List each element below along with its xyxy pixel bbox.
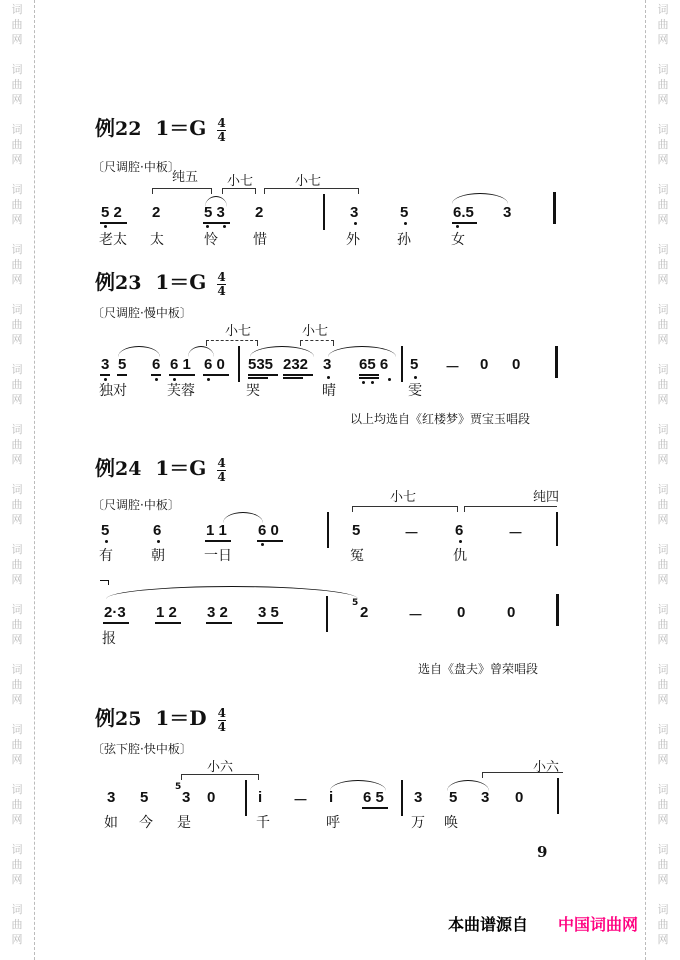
note: 3 xyxy=(323,356,332,373)
note: 0 xyxy=(515,789,524,806)
note: 6 5 xyxy=(363,789,384,806)
watermark-text: 词 曲 网 xyxy=(11,663,23,706)
lyric: 是 xyxy=(177,815,191,831)
watermark-text: 词 曲 网 xyxy=(11,603,23,646)
watermark-text: 词 曲 网 xyxy=(657,603,669,646)
watermark-text: 词 曲 网 xyxy=(657,843,669,886)
interval-label: 小七 xyxy=(390,490,417,505)
lyric: 万 xyxy=(411,815,425,831)
underline xyxy=(359,377,379,379)
low-octave-dot xyxy=(354,222,357,225)
lyric: 外 xyxy=(346,232,360,248)
grace-note: 5 xyxy=(352,598,359,608)
interval-bracket xyxy=(206,340,258,346)
example-22-title: 例22 1＝G $\frac{4}{4}$ xyxy=(95,115,226,144)
lyric: 独对 xyxy=(99,383,127,399)
grace-note: 5 xyxy=(175,782,182,792)
lyric: 仇 xyxy=(453,548,467,564)
watermark-text: 词 曲 网 xyxy=(657,183,669,226)
note: i xyxy=(258,789,263,806)
lyric: 哭 xyxy=(246,383,260,399)
note: 0 xyxy=(457,604,466,621)
barline xyxy=(245,780,247,816)
underline xyxy=(117,374,127,376)
source-note: 以上均选自《红楼梦》贾宝玉唱段 xyxy=(350,412,531,426)
lyric: 有 xyxy=(99,548,113,564)
left-watermark-margin xyxy=(0,0,35,960)
watermark-text: 词 曲 网 xyxy=(657,783,669,826)
lyric: 如 xyxy=(104,815,118,831)
source-note: 选自《盘夫》曾荣唱段 xyxy=(418,662,539,676)
interval-bracket xyxy=(482,772,563,778)
interval-bracket xyxy=(352,506,458,512)
example-24-title: 例24 1＝G $\frac{4}{4}$ xyxy=(95,455,226,484)
watermark-text: 词 曲 网 xyxy=(657,423,669,466)
watermark-text: 词 曲 网 xyxy=(11,183,23,226)
note: 5 xyxy=(410,356,419,373)
note: 3 xyxy=(101,356,110,373)
low-octave-dot xyxy=(388,378,391,381)
note: 2 xyxy=(360,604,369,621)
watermark-text: 词 曲 网 xyxy=(11,243,23,286)
underline xyxy=(359,374,379,376)
lyric: 女 xyxy=(451,232,465,248)
lyric: 怜 xyxy=(204,232,218,248)
note: 3 xyxy=(503,204,512,221)
watermark-text: 词 曲 网 xyxy=(657,123,669,166)
underline xyxy=(203,374,229,376)
underline xyxy=(283,377,303,379)
note: － xyxy=(404,525,420,542)
low-octave-dot xyxy=(105,540,108,543)
note: 3 2 xyxy=(207,604,228,621)
underline xyxy=(151,374,161,376)
interval-label: 纯五 xyxy=(172,170,199,185)
barline xyxy=(557,778,559,814)
interval-bracket xyxy=(264,188,359,194)
watermark-text: 词 曲 网 xyxy=(11,63,23,106)
note: 232 xyxy=(283,356,309,373)
watermark-text: 词 曲 网 xyxy=(657,663,669,706)
underline xyxy=(205,540,231,542)
low-octave-dot xyxy=(414,376,417,379)
underline xyxy=(248,377,268,379)
note: 65 6 xyxy=(359,356,389,373)
watermark-text: 词 曲 网 xyxy=(11,123,23,166)
page-number: 9 xyxy=(537,843,548,861)
bracket-continuation xyxy=(100,580,109,585)
low-octave-dot xyxy=(404,222,407,225)
right-watermark-margin xyxy=(645,0,680,960)
low-octave-dot xyxy=(104,225,107,228)
lyric: 雯 xyxy=(408,383,422,399)
note: 0 xyxy=(507,604,516,621)
lyric: 千 xyxy=(256,815,270,831)
lyric: 一日 xyxy=(204,548,232,564)
example-24-tempo: 〔尺调腔·中板〕 xyxy=(92,498,180,512)
note: 6 0 xyxy=(258,522,279,539)
note: 2 xyxy=(255,204,264,221)
underline xyxy=(248,374,278,376)
note: 0 xyxy=(512,356,521,373)
slur xyxy=(452,193,508,204)
watermark-text: 词 曲 网 xyxy=(11,843,23,886)
watermark-text: 词 曲 网 xyxy=(657,543,669,586)
watermark-text: 词 曲 网 xyxy=(11,3,23,46)
lyric: 晴 xyxy=(322,383,336,399)
underline xyxy=(206,622,232,624)
note: 3 xyxy=(481,789,490,806)
note: 2 xyxy=(152,204,161,221)
barline xyxy=(401,780,403,816)
note: 6 1 xyxy=(170,356,191,373)
interval-label: 纯四 xyxy=(533,490,560,505)
watermark-text: 词 曲 网 xyxy=(657,3,669,46)
lyric: 朝 xyxy=(151,548,165,564)
note: 0 xyxy=(480,356,489,373)
lyric: 报 xyxy=(102,631,116,647)
time-signature: $\frac{4}{4}$ xyxy=(217,115,226,144)
low-octave-dot xyxy=(155,378,158,381)
footer-site-link[interactable]: 中国词曲网 xyxy=(558,915,639,934)
example-22-tempo: 〔尺调腔·中板〕 xyxy=(92,160,180,174)
low-octave-dot xyxy=(362,381,365,384)
note: 1 1 xyxy=(206,522,227,539)
low-octave-dot xyxy=(207,378,210,381)
note: 5 3 xyxy=(204,204,225,221)
lyric: 老太 xyxy=(99,232,127,248)
note: 3 xyxy=(414,789,423,806)
note: 6 xyxy=(152,356,161,373)
note: 5 2 xyxy=(101,204,122,221)
lyric: 芙蓉 xyxy=(167,383,195,399)
interval-label: 小七 xyxy=(225,324,252,339)
watermark-text: 词 曲 网 xyxy=(11,423,23,466)
note: 3 5 xyxy=(258,604,279,621)
note: 1 2 xyxy=(156,604,177,621)
example-25-title: 例25 1＝D $\frac{4}{4}$ xyxy=(95,705,226,734)
note: 6.5 xyxy=(453,204,474,221)
underline xyxy=(257,540,283,542)
note: 2·3 xyxy=(104,604,126,621)
interval-label: 小六 xyxy=(533,760,560,775)
barline xyxy=(327,512,329,548)
watermark-text: 词 曲 网 xyxy=(11,543,23,586)
watermark-text: 词 曲 网 xyxy=(11,723,23,766)
underline xyxy=(103,622,129,624)
lyric: 冤 xyxy=(350,548,364,564)
low-octave-dot xyxy=(327,376,330,379)
interval-bracket xyxy=(181,774,259,780)
interval-bracket xyxy=(464,506,557,512)
watermark-text: 词 曲 网 xyxy=(11,783,23,826)
example-25-tempo: 〔弦下腔·快中板〕 xyxy=(92,742,192,756)
underline xyxy=(362,807,388,809)
note: 5 xyxy=(352,522,361,539)
note: 6 xyxy=(455,522,464,539)
lyric: 惜 xyxy=(253,232,267,248)
lyric: 呼 xyxy=(326,815,340,831)
low-octave-dot xyxy=(223,225,226,228)
note: i xyxy=(329,789,334,806)
note: 3 xyxy=(107,789,116,806)
barline xyxy=(556,512,558,546)
watermark-text: 词 曲 网 xyxy=(657,63,669,106)
note: 3 xyxy=(182,789,191,806)
interval-bracket xyxy=(152,188,212,194)
watermark-text: 词 曲 网 xyxy=(657,723,669,766)
watermark-text: 词 曲 网 xyxy=(657,903,669,946)
note: 0 xyxy=(207,789,216,806)
watermark-text: 词 曲 网 xyxy=(657,303,669,346)
barline xyxy=(401,346,403,382)
note: － xyxy=(408,607,424,624)
underline xyxy=(283,374,313,376)
low-octave-dot xyxy=(371,381,374,384)
time-signature: $\frac{4}{4}$ xyxy=(217,269,226,298)
note: 5 xyxy=(140,789,149,806)
note: 3 xyxy=(350,204,359,221)
low-octave-dot xyxy=(261,543,264,546)
underline xyxy=(100,374,110,376)
low-octave-dot xyxy=(456,225,459,228)
slur xyxy=(106,586,358,599)
end-barline xyxy=(556,594,559,626)
interval-label: 小六 xyxy=(207,760,234,775)
interval-label: 小七 xyxy=(302,324,329,339)
time-signature: $\frac{4}{4}$ xyxy=(217,705,226,734)
watermark-text: 词 曲 网 xyxy=(11,483,23,526)
footer-source-label: 本曲谱源自 xyxy=(448,915,529,934)
note: 5 xyxy=(400,204,409,221)
interval-label: 小七 xyxy=(295,174,322,189)
note: 5 xyxy=(101,522,110,539)
note: 6 xyxy=(153,522,162,539)
underline xyxy=(452,222,477,224)
barline xyxy=(238,346,240,382)
watermark-text: 词 曲 网 xyxy=(657,363,669,406)
note: － xyxy=(445,359,461,376)
watermark-text: 词 曲 网 xyxy=(11,903,23,946)
example-23-tempo: 〔尺调腔·慢中板〕 xyxy=(92,306,192,320)
underline xyxy=(169,374,195,376)
watermark-text: 词 曲 网 xyxy=(657,483,669,526)
note: 5 xyxy=(118,356,127,373)
underline xyxy=(155,622,181,624)
note: － xyxy=(508,525,524,542)
note: 6 0 xyxy=(204,356,225,373)
barline xyxy=(323,194,325,230)
time-signature: $\frac{4}{4}$ xyxy=(217,455,226,484)
watermark-text: 词 曲 网 xyxy=(657,243,669,286)
underline xyxy=(100,222,127,224)
low-octave-dot xyxy=(157,540,160,543)
watermark-text: 词 曲 网 xyxy=(11,363,23,406)
note: － xyxy=(293,792,309,809)
note: 535 xyxy=(248,356,274,373)
watermark-text: 词 曲 网 xyxy=(11,303,23,346)
lyric: 唤 xyxy=(444,815,458,831)
lyric: 孙 xyxy=(397,232,411,248)
low-octave-dot xyxy=(206,225,209,228)
end-barline xyxy=(555,346,558,378)
interval-label: 小七 xyxy=(227,174,254,189)
underline xyxy=(257,622,283,624)
interval-bracket xyxy=(222,188,256,194)
note: 5 xyxy=(449,789,458,806)
interval-bracket xyxy=(300,340,334,346)
barline xyxy=(326,596,328,632)
example-23-title: 例23 1＝G $\frac{4}{4}$ xyxy=(95,269,226,298)
slur xyxy=(223,512,263,523)
lyric: 今 xyxy=(139,815,153,831)
lyric: 太 xyxy=(150,232,164,248)
end-barline xyxy=(553,192,556,224)
low-octave-dot xyxy=(459,540,462,543)
underline xyxy=(203,222,230,224)
